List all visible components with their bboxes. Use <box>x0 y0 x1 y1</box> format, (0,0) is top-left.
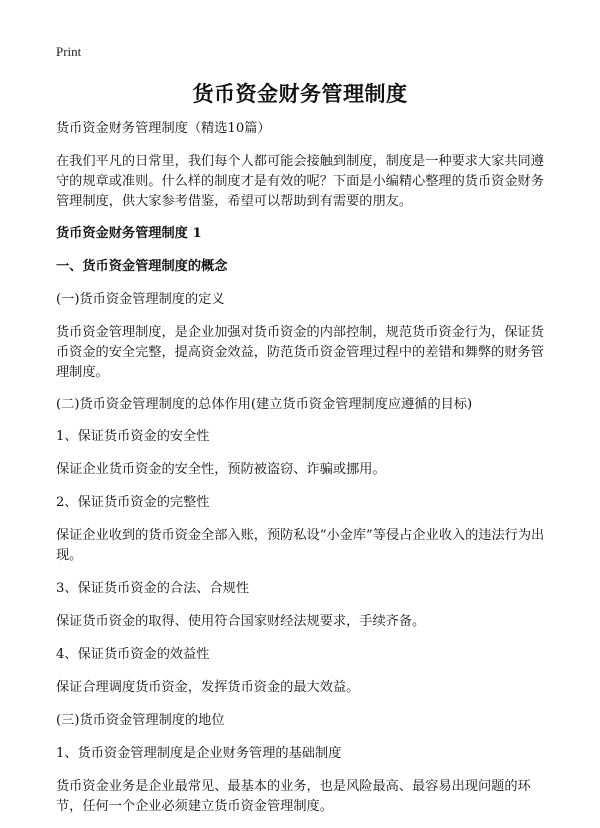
definition-paragraph: 货币资金管理制度，是企业加强对货币资金的内部控制，规范货币资金行为，保证货币资金的安全完整，提高资金效益，防范货币资金管理过程中的差错和舞弊的财务管理制度。 <box>56 325 544 380</box>
print-link[interactable]: Print <box>56 44 82 59</box>
item-2-title: 2、保证货币资金的完整性 <box>56 495 210 510</box>
item-3-text: 保证货币资金的取得、使用符合国家财经法规要求，手续齐备。 <box>56 614 426 629</box>
status-1-text: 货币资金业务是企业最常见、最基本的业务，也是风险最高、最容易出现问题的环节，任何一个企业必须建立货币资金管理制度。 <box>56 779 531 814</box>
role-heading: (二)货币资金管理制度的总体作用(建立货币资金管理制度应遵循的目标) <box>56 397 473 412</box>
status-heading: (三)货币资金管理制度的地位 <box>56 713 225 728</box>
document-subtitle: 货币资金财务管理制度（精选10篇） <box>56 121 271 136</box>
definition-heading: (一)货币资金管理制度的定义 <box>56 292 225 307</box>
status-1-title: 1、货币资金管理制度是企业财务管理的基础制度 <box>56 746 342 761</box>
section-heading: 货币资金财务管理制度 1 <box>56 226 202 241</box>
item-4-title: 4、保证货币资金的效益性 <box>56 647 210 662</box>
item-4-text: 保证合理调度货币资金，发挥货币资金的最大效益。 <box>56 680 360 695</box>
chapter-heading: 一、货币资金管理制度的概念 <box>56 259 228 274</box>
document-body <box>56 119 548 817</box>
page-title: 货币资金财务管理制度 <box>192 81 408 106</box>
item-1-text: 保证企业货币资金的安全性，预防被盗窃、诈骗或挪用。 <box>56 462 386 477</box>
item-3-title: 3、保证货币资金的合法、合规性 <box>56 581 250 596</box>
item-2-text: 保证企业收到的货币资金全部入账，预防私设“小金库”等侵占企业收入的违法行为出现。 <box>56 528 545 563</box>
item-1-title: 1、保证货币资金的安全性 <box>56 429 210 444</box>
intro-paragraph: 在我们平凡的日常里，我们每个人都可能会接触到制度，制度是一种要求大家共同遵守的规章或准则。什么样的制度才是有效的呢？下面是小编精心整理的货币资金财务管理制度，供大家参考借鉴，希望可以帮助到有需要的朋友。 <box>56 154 544 209</box>
